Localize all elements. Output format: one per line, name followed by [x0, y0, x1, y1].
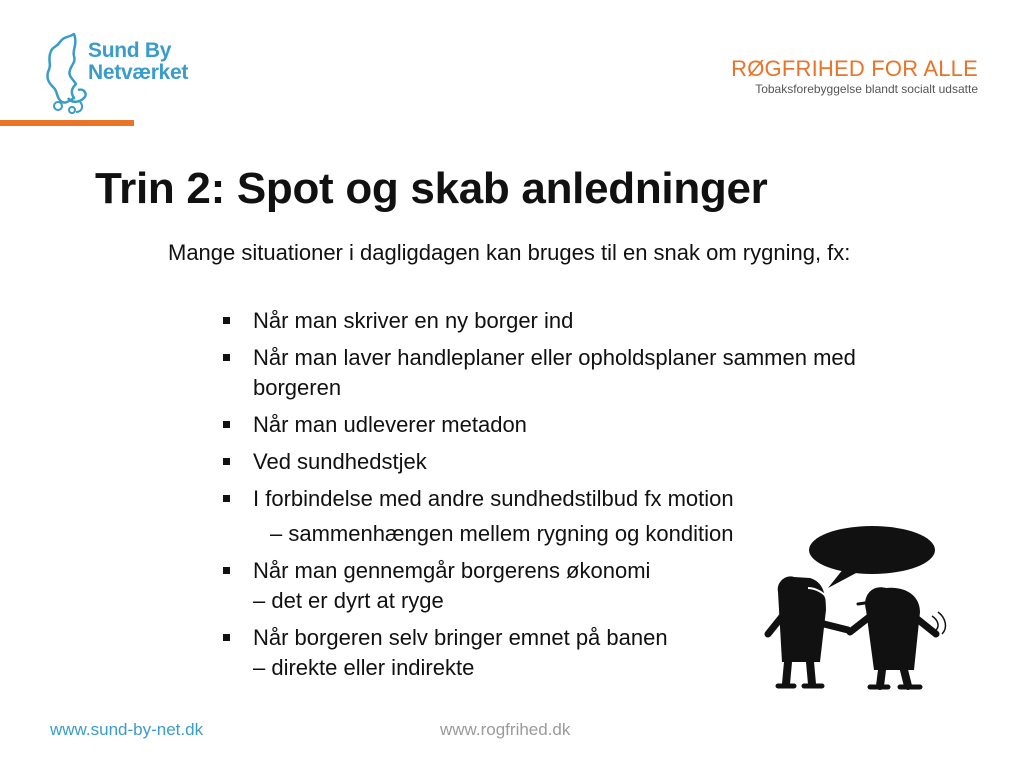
bullet-text: I forbindelse med andre sundhedstilbud fx motion	[253, 486, 734, 511]
bullet-item	[222, 410, 942, 440]
person-right-icon	[850, 587, 945, 687]
bullet-text: Når man gennemgår borgerens økonomi	[253, 558, 651, 583]
talking-figures-illustration	[764, 522, 954, 690]
bullet-text: Når man laver handleplaner eller opholdsplaner sammen med borgeren	[253, 345, 856, 400]
sub-bullet-text: – sammenhængen mellem rygning og kondition	[270, 521, 734, 546]
footer-url-rogfrihed[interactable]: www.rogfrihed.dk	[440, 720, 571, 739]
rogfrihed-logo	[731, 56, 978, 96]
bullet-text: Når borgeren selv bringer emnet på banen – direkte eller indirekte	[253, 625, 668, 680]
bullet-marker	[223, 354, 230, 361]
rogfrihed-brand: RØGFRIHED FOR ALLE	[731, 56, 978, 81]
sund-by-netvaerket-logo	[44, 32, 224, 116]
bullet-text: Når man skriver en ny borger ind	[253, 308, 574, 333]
bullet-continuation: – det er dyrt at ryge	[253, 588, 444, 613]
logo-line-1: Sund By	[88, 39, 172, 62]
bullet-item	[222, 623, 683, 683]
footer-url-sund-by-net[interactable]: www.sund-by-net.dk	[50, 720, 204, 739]
bullet-text: Ved sundhedstjek	[253, 449, 427, 474]
bullet-marker	[223, 421, 230, 428]
bullet-item	[222, 447, 942, 477]
slide-title: Trin 2: Spot og skab anledninger	[95, 164, 768, 213]
bullet-item	[222, 484, 942, 514]
bullet-item	[222, 343, 883, 403]
speech-bubble-icon	[809, 526, 935, 588]
orange-accent-bar	[0, 120, 134, 126]
logo-line-2: Netværket	[88, 61, 189, 84]
person-left-icon	[768, 576, 848, 686]
bullet-marker	[223, 495, 230, 502]
bullet-text: Når man udleverer metadon	[253, 412, 527, 437]
intro-text: Mange situationer i dagligdagen kan bruges til en snak om rygning, fx:	[168, 240, 851, 265]
bullet-marker	[223, 567, 230, 574]
bullet-marker	[223, 317, 230, 324]
bullet-marker	[223, 634, 230, 641]
rogfrihed-tagline: Tobaksforebyggelse blandt socialt udsatte	[755, 82, 978, 96]
denmark-map-icon	[44, 32, 88, 116]
bullet-marker	[223, 458, 230, 465]
bullet-item	[222, 306, 942, 336]
